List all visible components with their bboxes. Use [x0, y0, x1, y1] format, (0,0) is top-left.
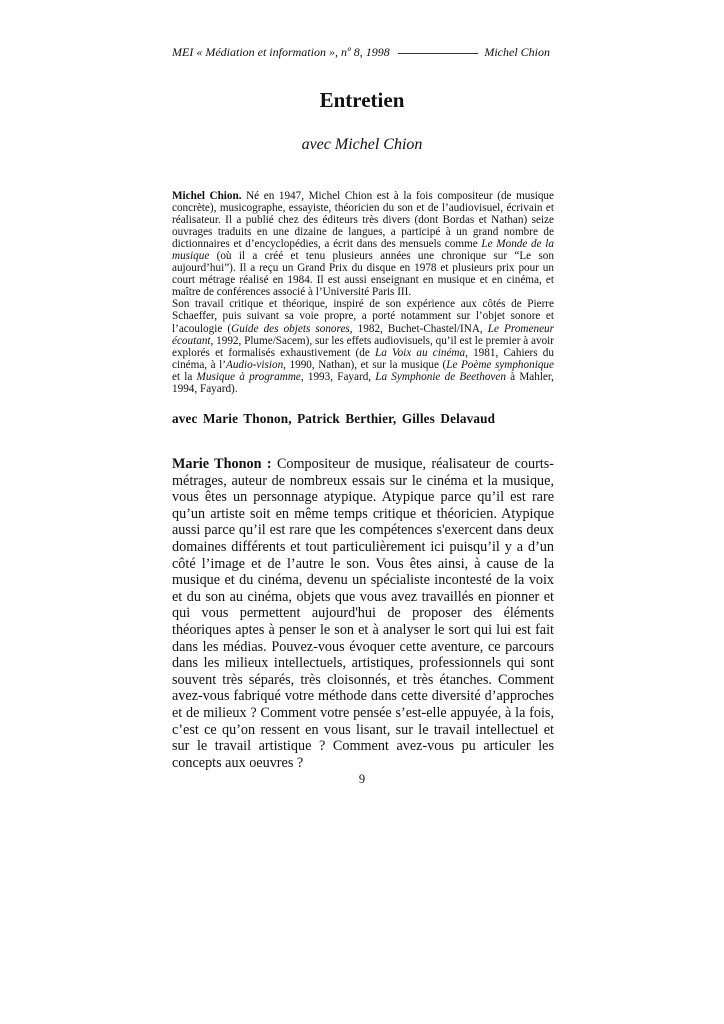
bio-text: Son travail critique et théorique, inspiré de son expérience aux côtés de Pierre Schaeffer, puis suivant sa voie propre, a porté notamment sur l’objet sonore et l’acoulogie ( — [172, 298, 554, 335]
bio-italic-title: Audio-vision — [225, 358, 284, 371]
bio-italic-title: Musique à programme — [196, 370, 301, 383]
page-subtitle: avec Michel Chion — [301, 136, 423, 153]
speaker-name: Marie Thonon : — [172, 456, 272, 472]
bio-text: (où il a créé et tenu plusieurs années une chronique sur “Le son aujourd’hui”). Il a reçu un Grand Prix du disque en 1978 et plusieurs prix pour un court métrage réalisé en 1984. Il est aussi enseignant en musique et en cinéma, et maître de conférences associé à l’Université Paris III. — [172, 250, 554, 299]
bio-text: , 1981, Cahiers du cinéma, à l’ — [172, 346, 554, 371]
bio-paragraph-1 — [172, 190, 554, 298]
bio-italic-title: Guide des objets sonores — [231, 322, 350, 335]
author-biography — [172, 190, 554, 395]
header-author: Michel Chion — [484, 44, 550, 59]
bio-italic-title: La Symphonie de Beethoven — [375, 370, 506, 383]
header-rule — [398, 53, 479, 54]
participants-line: avec Marie Thonon, Patrick Berthier, Gilles Delavaud — [172, 411, 496, 426]
bio-text: à Mahler, 1994, Fayard). — [172, 370, 554, 395]
bio-text: , 1992, Plume/Sacem), sur les effets audiovisuels, qu’il est le premier à avoir explorés et formalisés exhaustivement (de — [172, 334, 554, 359]
question-text: Compositeur de musique, réalisateur de courts-métrages, auteur de nombreux essais sur le cinéma et la musique, vous êtes un personnage atypique. Atypique parce qu’il est rare qu’un artiste soit en même temps critique et théoricien. Atypique aussi parce qu’il est rare que les compétences s'exercent dans deux domaines différents et tout particulièrement ici puisqu’il y a d’un côté l’image et de l’autre le son. Vous êtes ainsi, à cause de la musique et du cinéma, devenu un spécialiste incontesté de la voix et du son au cinéma, objets que vous avez travaillés en pionner et qui vous permettent aujourd'hui de proposer des éléments théoriques aptes à penser le son et à analyser le sort qui lui est fait dans les médias. Pouvez-vous évoquer cette aventure, ce parcours dans les milieux intellectuels, artistiques, professionnels qui sont souvent très séparés, très cloisonnés, et très étanches. Comment avez-vous fabriqué votre méthode dans cette diversité d’approches et de milieux ? Comment votre pensée s’est-elle appuyée, à la fois, c’est ce qu’on ressent en vous lisant, sur le travail intellectuel et sur le travail artistique ? Comment avez-vous pu articuler les concepts aux oeuvres ? — [172, 456, 554, 771]
bio-text: Né en 1947, Michel Chion est à la fois compositeur (de musique concrète), musicographe, essayiste, théoricien du son et de l’audiovisuel, écrivain et réalisateur. Il a publié chez des éditeurs très divers (dont Bordas et Nathan) seize ouvrages traduits en une dizaine de langues, a participé à un grand nombre de dictionnaires et d’encyclopédies, a écrit dans des mensuels comme — [172, 190, 554, 251]
bio-text: , 1982, Buchet-Chastel/INA, — [349, 322, 488, 335]
page-number: 9 — [358, 772, 366, 786]
bio-text: et la — [172, 370, 197, 383]
page-title: Entretien — [319, 88, 405, 112]
bio-text: , 1993, Fayard, — [300, 370, 376, 383]
bio-paragraph-2 — [172, 298, 554, 394]
bio-italic-title: Le Monde de la musique — [172, 238, 554, 263]
journal-reference: MEI « Médiation et information », nº 8, 1998 — [172, 44, 390, 59]
running-header — [172, 44, 550, 60]
bio-text: , 1990, Nathan), et sur la musique ( — [283, 358, 447, 371]
bio-italic-title: La Voix au cinéma — [374, 346, 466, 359]
bio-italic-title: Le Promeneur écoutant — [172, 322, 554, 347]
interview-question — [172, 456, 554, 771]
bio-italic-title: Le Poème symphonique — [446, 358, 554, 371]
bio-name: Michel Chion. — [172, 190, 242, 202]
